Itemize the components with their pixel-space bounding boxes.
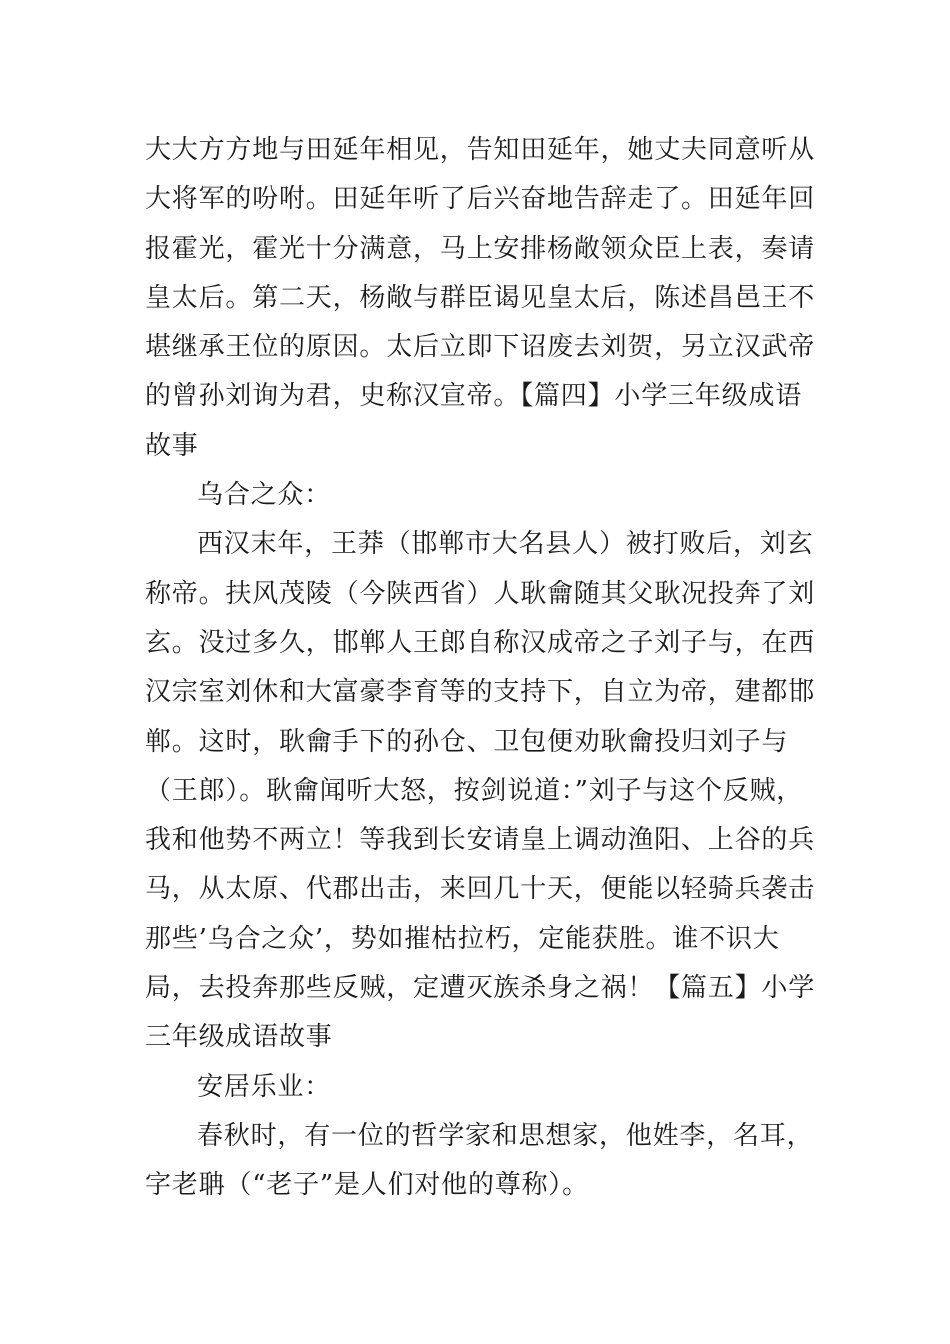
text-line: 的曾孙刘询为君，史称汉宣帝。【篇四】小学三年级成语 (145, 381, 803, 412)
text-line: 玄。没过多久，邯郸人王郎自称汉成帝之子刘子与，在西 (145, 627, 816, 658)
paragraph-start: 西汉末年，王莽（邯郸市大名县人）被打败后，刘玄 (197, 529, 814, 560)
text-line: 皇太后。第二天，杨敞与群臣谒见皇太后，陈述昌邑王不 (145, 282, 816, 313)
body-text (145, 126, 825, 1211)
text-line: 故事 (145, 430, 199, 461)
paragraph-start: 春秋时，有一位的哲学家和思想家，他姓李，名耳， (197, 1120, 814, 1151)
text-line: 大大方方地与田延年相见，告知田延年，她丈夫同意听从 (145, 135, 816, 165)
text-line: 三年级成语故事 (145, 1022, 333, 1053)
text-line: 局，去投奔那些反贼，定遭灭族杀身之祸！【篇五】小学 (145, 973, 816, 1004)
text-line: 那些’乌合之众’，势如摧枯拉朽，定能获胜。谁不识大 (145, 923, 780, 954)
text-line: 马，从太原、代郡出击，来回几十天，便能以轻骑兵袭击 (145, 874, 816, 905)
text-line: 堪继承王位的原因。太后立即下诏废去刘贺，另立汉武帝 (145, 332, 816, 363)
text-line: 郸。这时，耿龠手下的孙仓、卫包便劝耿龠投归刘子与 (145, 726, 789, 757)
text-line: 报霍光，霍光十分满意，马上安排杨敞领众臣上表，奏请 (145, 233, 816, 264)
section-heading: 安居乐业： (197, 1071, 332, 1102)
text-line: （王郎）。耿龠闻听大怒，按剑说道：”刘子与这个反贼， (145, 775, 804, 806)
text-line: 字老聃（“老子”是人们对他的尊称）。 (145, 1170, 589, 1201)
text-line: 大将军的吩咐。田延年听了后兴奋地告辞走了。田延年回 (145, 184, 816, 215)
text-line: 称帝。扶风茂陵（今陕西省）人耿龠随其父耿况投奔了刘 (145, 578, 816, 609)
section-heading: 乌合之众： (197, 480, 332, 511)
text-line: 汉宗室刘休和大富豪李育等的支持下，自立为帝，建都邯 (145, 677, 816, 708)
text-line: 我和他势不两立！等我到长安请皇上调动渔阳、上谷的兵 (145, 825, 816, 856)
